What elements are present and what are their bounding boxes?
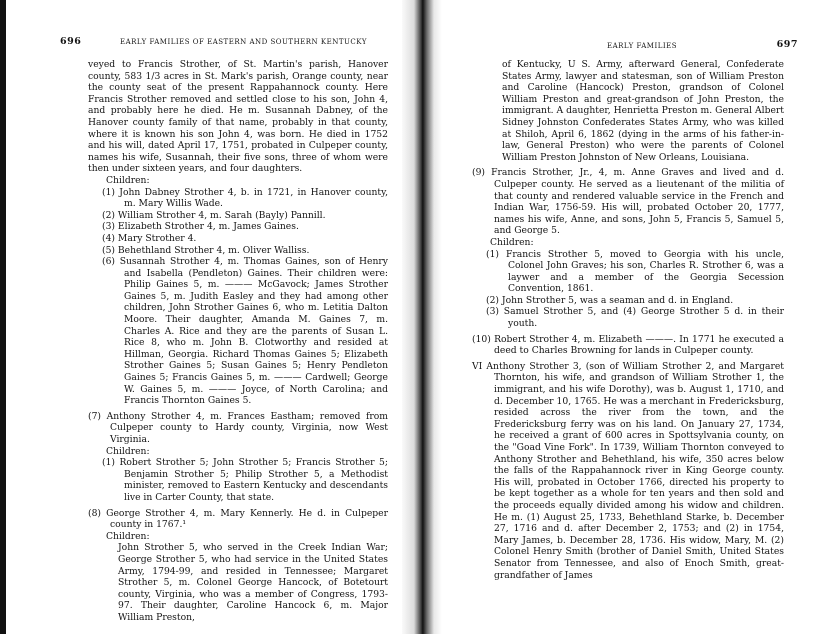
list-item: (6) Susannah Strother 4, m. Thomas Gaines, son of Henry and Isabella (Pendleton) Gaines. Their children were: Philip Gaines 5, m. ——— McGavock; James Strother Gaines 5, m. Judith Easley and they had among other children, John Strother Gaines 6, who m. Letitia Dalton Moore. Their daughter, Amanda M. Gaines 7, m. Charles A. Rice and they are the parents of Susan L. Rice 8, who m. John B. Clotworthy and resided at Hillman, Georgia. Richard Thomas Gaines 5; Elizabeth Strother Gaines 5; Susan Gaines 5; Henry Pendleton Gaines 5; Francis Gaines 5, m. ——— Cardwell; George W. Gaines 5, m. ——— Joyce, of North Carolina; and Francis Thornton Gaines 5.: [102, 256, 388, 407]
list-item: (3) Elizabeth Strother 4, m. James Gaines.: [102, 221, 299, 233]
entry-10: (10) Robert Strother 4, m. Elizabeth ———. In 1771 he executed a deed to Charles Browning for lands in Culpeper county.: [472, 333, 784, 357]
right-page-body: [472, 59, 784, 581]
paragraph: veyed to Francis Strother, of St. Martin's parish, Hanover county, 583 1/3 acres in St. Mark's parish, Orange county, near the county seat of the present Rappahannock county. Here Francis Strother removed and settled close to his son, John 4, and probably here he died. He m. Susannah Dabney, of the Hanover county family of that name, probably in that county, where it is known his son John 4, was born. He died in 1752 and his will, dated April 17, 1751, probated in Culpeper county, names his wife, Susannah, their five sons, three of whom were then under sixteen years, and four daughters.: [88, 59, 388, 175]
entry-9: (9) Francis Strother, Jr., 4, m. Anne Graves and lived and d. Culpeper county. He served as a lieutenant of the militia of that county and rendered valuable service in the French and Indian War, 1756-59. His will, probated October 20, 1777, names his wife, Anne, and sons, John 5, Francis 5, Samuel 5, and George 5.: [472, 167, 784, 237]
list-item: (5) Behethland Strother 4, m. Oliver Walliss.: [102, 244, 310, 256]
book-edge-shadow: [0, 0, 6, 634]
entry-7: (7) Anthony Strother 4, m. Frances Eastham; removed from Culpeper county to Hardy county, Virginia, now West Virginia.: [88, 410, 388, 445]
entry-VI: VI Anthony Strother 3, (son of William Strother 2, and Margaret Thornton, his wife, and grandson of William Strother 1, the immigrant, and his wife Dorothy), was b. August 1, 1710, and d. December 10, 1765. He was a merchant in Fredericksburg, resided across the river from the town, and the Fredericksburg ferry was on his land. On January 27, 1734, he received a grant of 600 acres in Spottsylvania county, on the "Goad Vine Fork". In 1739, William Thornton conveyed to Anthony Strother and Behethland, his wife, 350 acres below the falls of the Rappahannock river in King George county. His will, probated in October 1766, directed his property to be kept together as a whole for ten years and then sold and the proceeds equally divided among his widow and children. He m. (1) August 25, 1733, Behethland Starke, b. December 27, 1716 and d. after December 2, 1753; and (2) in 1754, Mary James, b. December 28, 1736. His widow, Mary, M. (2) Colonel Henry Smith (brother of Daniel Smith, United States Senator from Tennessee, and also of Enoch Smith, great-grandfather of James: [472, 360, 784, 581]
children-label: Children:: [106, 530, 150, 542]
children-label: Children:: [106, 174, 150, 186]
right-page-number: 697: [776, 39, 798, 50]
right-page: [442, 0, 822, 634]
paragraph: of Kentucky, U S. Army, afterward General, Confederate States Army, lawyer and statesman, son of William Preston and Caroline (Hancock) Preston, grandson of Colonel William Preston and great-grandson of John Preston, the immigrant. A daughter, Henrietta Preston m. General Albert Sidney Johnston Confederates States Army, who was killed at Shiloh, April 6, 1862 (dying in the arms of his father-in-law, General Preston) who were the parents of Colonel William Preston Johnston of New Orleans, Louisiana.: [502, 59, 784, 163]
list-item: (3) Samuel Strother 5, and (4) George Strother 5 d. in their youth.: [486, 306, 784, 330]
list-item: (4) Mary Strother 4.: [102, 232, 197, 244]
left-page: [20, 0, 410, 634]
list-item: (2) William Strother 4, m. Sarah (Bayly) Pannill.: [102, 209, 326, 221]
left-running-title: EARLY FAMILIES OF EASTERN AND SOUTHERN KENTUCKY: [120, 38, 367, 46]
book-gutter: [402, 0, 442, 634]
left-page-number: 696: [60, 36, 82, 47]
list-item: (1) Francis Strother 5, moved to Georgia with his uncle, Colonel John Graves; his son, Charles R. Strother 6, was a laywer and a member of the Georgia Secession Convention, 1861.: [486, 248, 784, 295]
list-item: (1) Robert Strother 5; John Strother 5; Francis Strother 5; Benjamin Strother 5; Philip Strother 5, a Methodist minister, removed to Eastern Kentucky and descendants live in Carter County, that state.: [102, 457, 388, 503]
children-label: Children:: [106, 445, 150, 457]
left-page-body: [88, 59, 388, 624]
list-item: (2) John Strother 5, was a seaman and d. in England.: [486, 294, 734, 306]
list-item: (1) John Dabney Strother 4, b. in 1721, in Hanover county, m. Mary Willis Wade.: [102, 186, 388, 210]
right-running-title: EARLY FAMILIES: [607, 42, 678, 50]
paragraph: John Strother 5, who served in the Creek Indian War; George Strother 5, who had service in the United States Army, 1794-99, and resided in Tennessee; Margaret Strother 5, m. Colonel George Hancock, of Botetourt county, Virginia, who was a member of Congress, 1793-97. Their daughter, Caroline Hancock 6, m. Major William Preston,: [118, 542, 388, 623]
children-label: Children:: [490, 236, 534, 248]
entry-8: (8) George Strother 4, m. Mary Kennerly. He d. in Culpeper county in 1767.¹: [88, 507, 388, 531]
